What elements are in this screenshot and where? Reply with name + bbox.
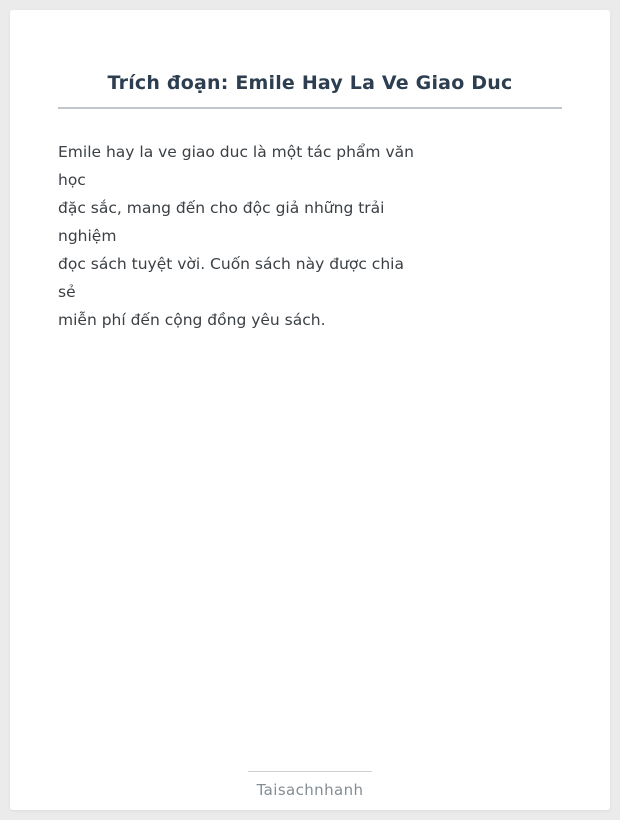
body-line: sẻ	[58, 283, 76, 301]
body-line: đọc sách tuyệt vời. Cuốn sách này được chia	[58, 255, 404, 273]
page-footer	[10, 771, 610, 799]
page-title: Trích đoạn: Emile Hay La Ve Giao Duc	[107, 72, 513, 94]
footer-brand: Taisachnhanh	[256, 781, 364, 799]
footer-divider	[248, 771, 372, 772]
body-line: nghiệm	[58, 227, 117, 245]
document-body	[58, 138, 562, 334]
body-line: học	[58, 171, 86, 189]
document-card	[10, 10, 610, 810]
body-line: miễn phí đến cộng đồng yêu sách.	[58, 311, 326, 329]
title-divider	[58, 107, 562, 109]
body-line: đặc sắc, mang đến cho độc giả những trải	[58, 199, 385, 217]
body-line: Emile hay la ve giao duc là một tác phẩm văn	[58, 143, 414, 161]
